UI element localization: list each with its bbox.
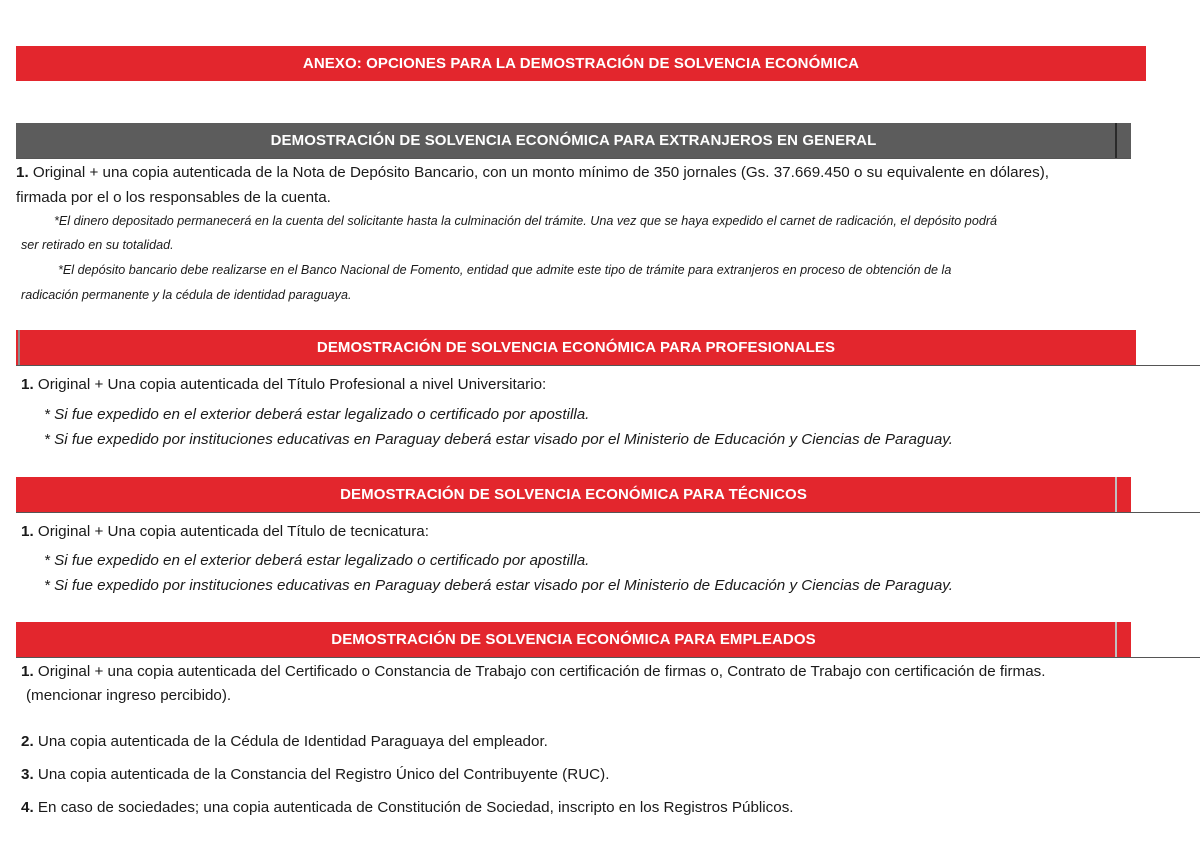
technicians-sub-1: * Si fue expedido en el exterior deberá estar legalizado o certificado por apostilla. <box>44 552 590 569</box>
header-edge-mark <box>18 330 20 365</box>
section-rule <box>16 158 1131 159</box>
employees-item-2: 2. Una copia autenticada de la Cédula de Identidad Paraguaya del empleador. <box>21 733 548 750</box>
section-title-professionals: DEMOSTRACIÓN DE SOLVENCIA ECONÓMICA PARA PROFESIONALES <box>316 339 836 356</box>
general-note-2-line-2: radicación permanente y la cédula de identidad paraguaya. <box>21 288 352 302</box>
employees-item-1-line-2: (mencionar ingreso percibido). <box>26 687 232 704</box>
employees-item-3: 3. Una copia autenticada de la Constancia del Registro Único del Contribuyente (RUC). <box>21 766 610 783</box>
general-item-1-line-2: firmada por el o los responsables de la cuenta. <box>16 189 331 206</box>
item-number: 1. <box>21 376 34 393</box>
annex-title-bar <box>16 46 1146 81</box>
item-number: 1. <box>21 663 34 680</box>
general-item-1-line-1: 1. Original + una copia autenticada de la Nota de Depósito Bancario, con un monto mínimo de 350 jornales (Gs. 37.669.450 o su equivalente en dólares), <box>16 164 1049 181</box>
item-number: 1. <box>16 164 29 181</box>
section-rule <box>16 657 1200 658</box>
section-header-professionals <box>16 330 1136 365</box>
item-number: 2. <box>21 733 34 750</box>
general-note-2-line-1: *El depósito bancario debe realizarse en el Banco Nacional de Fomento, entidad que admite este tipo de trámite para extranjeros en proceso de obtención de la <box>58 263 952 277</box>
section-title-general: DEMOSTRACIÓN DE SOLVENCIA ECONÓMICA PARA EXTRANJEROS EN GENERAL <box>270 132 877 149</box>
section-header-technicians <box>16 477 1131 512</box>
header-edge-mark <box>1115 477 1117 512</box>
professionals-item-1: 1. Original + Una copia autenticada del Título Profesional a nivel Universitario: <box>21 376 547 393</box>
professionals-sub-1: * Si fue expedido en el exterior deberá estar legalizado o certificado por apostilla. <box>44 406 590 423</box>
header-edge-mark <box>1115 123 1117 158</box>
employees-item-4: 4. En caso de sociedades; una copia autenticada de Constitución de Sociedad, inscripto en los Registros Públicos. <box>21 799 794 816</box>
employees-item-1-line-1: 1. Original + una copia autenticada del Certificado o Constancia de Trabajo con certificación de firmas o, Contrato de Trabajo con certificación de firmas. <box>21 663 1046 680</box>
technicians-sub-2: * Si fue expedido por instituciones educativas en Paraguay deberá estar visado por el Ministerio de Educación y Ciencias de Paraguay. <box>44 577 953 594</box>
item-number: 4. <box>21 799 34 816</box>
technicians-item-1: 1. Original + Una copia autenticada del Título de tecnicatura: <box>21 523 429 540</box>
section-title-technicians: DEMOSTRACIÓN DE SOLVENCIA ECONÓMICA PARA TÉCNICOS <box>340 486 807 503</box>
professionals-sub-2: * Si fue expedido por instituciones educativas en Paraguay deberá estar visado por el Ministerio de Educación y Ciencias de Paraguay. <box>44 431 953 448</box>
general-note-1-line-1: *El dinero depositado permanecerá en la cuenta del solicitante hasta la culminación del trámite. Una vez que se haya expedido el carnet de radicación, el depósito podrá <box>54 214 998 228</box>
section-header-general <box>16 123 1131 158</box>
header-edge-mark <box>1115 622 1117 657</box>
item-number: 3. <box>21 766 34 783</box>
section-rule <box>16 512 1200 513</box>
section-title-employees: DEMOSTRACIÓN DE SOLVENCIA ECONÓMICA PARA EMPLEADOS <box>331 631 816 648</box>
section-header-employees <box>16 622 1131 657</box>
section-rule <box>16 365 1200 366</box>
annex-title: ANEXO: OPCIONES PARA LA DEMOSTRACIÓN DE SOLVENCIA ECONÓMICA <box>302 55 860 72</box>
general-note-1-line-2: ser retirado en su totalidad. <box>21 238 174 252</box>
item-number: 1. <box>21 523 34 540</box>
